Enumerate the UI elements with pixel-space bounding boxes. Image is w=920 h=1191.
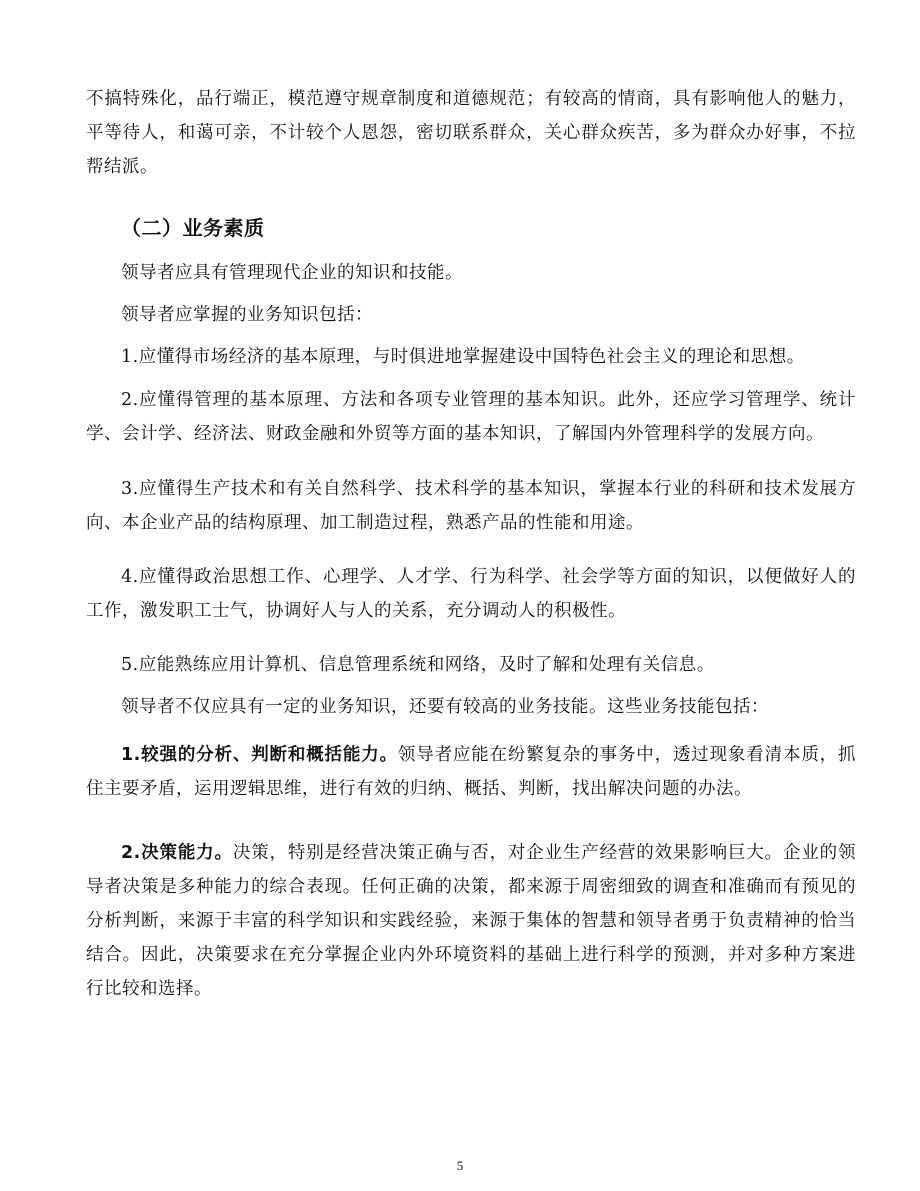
page-number: 5 — [456, 1158, 464, 1173]
skill-1-title: 1.较强的分析、判断和概括能力。 — [121, 745, 398, 765]
list-item-skill-2 — [86, 836, 856, 1006]
paragraph-conduct-continuation: 不搞特殊化，品行端正，模范遵守规章制度和道德规范；有较高的情商，具有影响他人的魅力，平等待人，和蔼可亲，不计较个人恩怨，密切联系群众，关心群众疾苦，多为群众办好事，不拉帮结派。 — [86, 89, 856, 177]
paragraph-skills-includes: 领导者不仅应具有一定的业务知识，还要有较高的业务技能。这些业务技能包括： — [121, 697, 769, 717]
list-item-knowledge-3: 3.应懂得生产技术和有关自然科学、技术科学的基本知识，掌握本行业的科研和技术发展方向、本企业产品的结构原理、加工制造过程，熟悉产品的性能和用途。 — [86, 479, 856, 533]
paragraph-intro-knowledge-skills: 领导者应具有管理现代企业的知识和技能。 — [121, 263, 463, 283]
section-heading-business-quality: （二）业务素质 — [121, 216, 265, 240]
list-item-knowledge-4: 4.应懂得政治思想工作、心理学、人才学、行为科学、社会学等方面的知识，以便做好人的工作，激发职工士气，协调好人与人的关系，充分调动人的积极性。 — [86, 567, 856, 621]
skill-1-body: 领导者应能在纷繁复杂的事务中，透过现象看清本质，抓住主要矛盾，运用逻辑思维，进行有效的归纳、概括、判断，找出解决问题的办法。 — [86, 745, 856, 799]
skill-2-title: 2.决策能力。 — [121, 843, 233, 863]
list-item-knowledge-2: 2.应懂得管理的基本原理、方法和各项专业管理的基本知识。此外，还应学习管理学、统计学、会计学、经济法、财政金融和外贸等方面的基本知识，了解国内外管理科学的发展方向。 — [86, 390, 856, 444]
list-item-knowledge-1: 1.应懂得市场经济的基本原理，与时俱进地掌握建设中国特色社会主义的理论和思想。 — [121, 347, 805, 367]
skill-2-body: 决策，特别是经营决策正确与否，对企业生产经营的效果影响巨大。企业的领导者决策是多种能力的综合表现。任何正确的决策，都来源于周密细致的调查和准确而有预见的分析判断，来源于丰富的科学知识和实践经验，来源于集体的智慧和领导者勇于负责精神的恰当结合。因此，决策要求在充分掌握企业内外环境资料的基础上进行科学的预测，并对多种方案进行比较和选择。 — [86, 843, 857, 999]
paragraph-knowledge-includes: 领导者应掌握的业务知识包括： — [121, 305, 373, 325]
list-item-knowledge-5: 5.应能熟练应用计算机、信息管理系统和网络，及时了解和处理有关信息。 — [121, 655, 715, 675]
list-item-skill-1 — [86, 738, 856, 806]
